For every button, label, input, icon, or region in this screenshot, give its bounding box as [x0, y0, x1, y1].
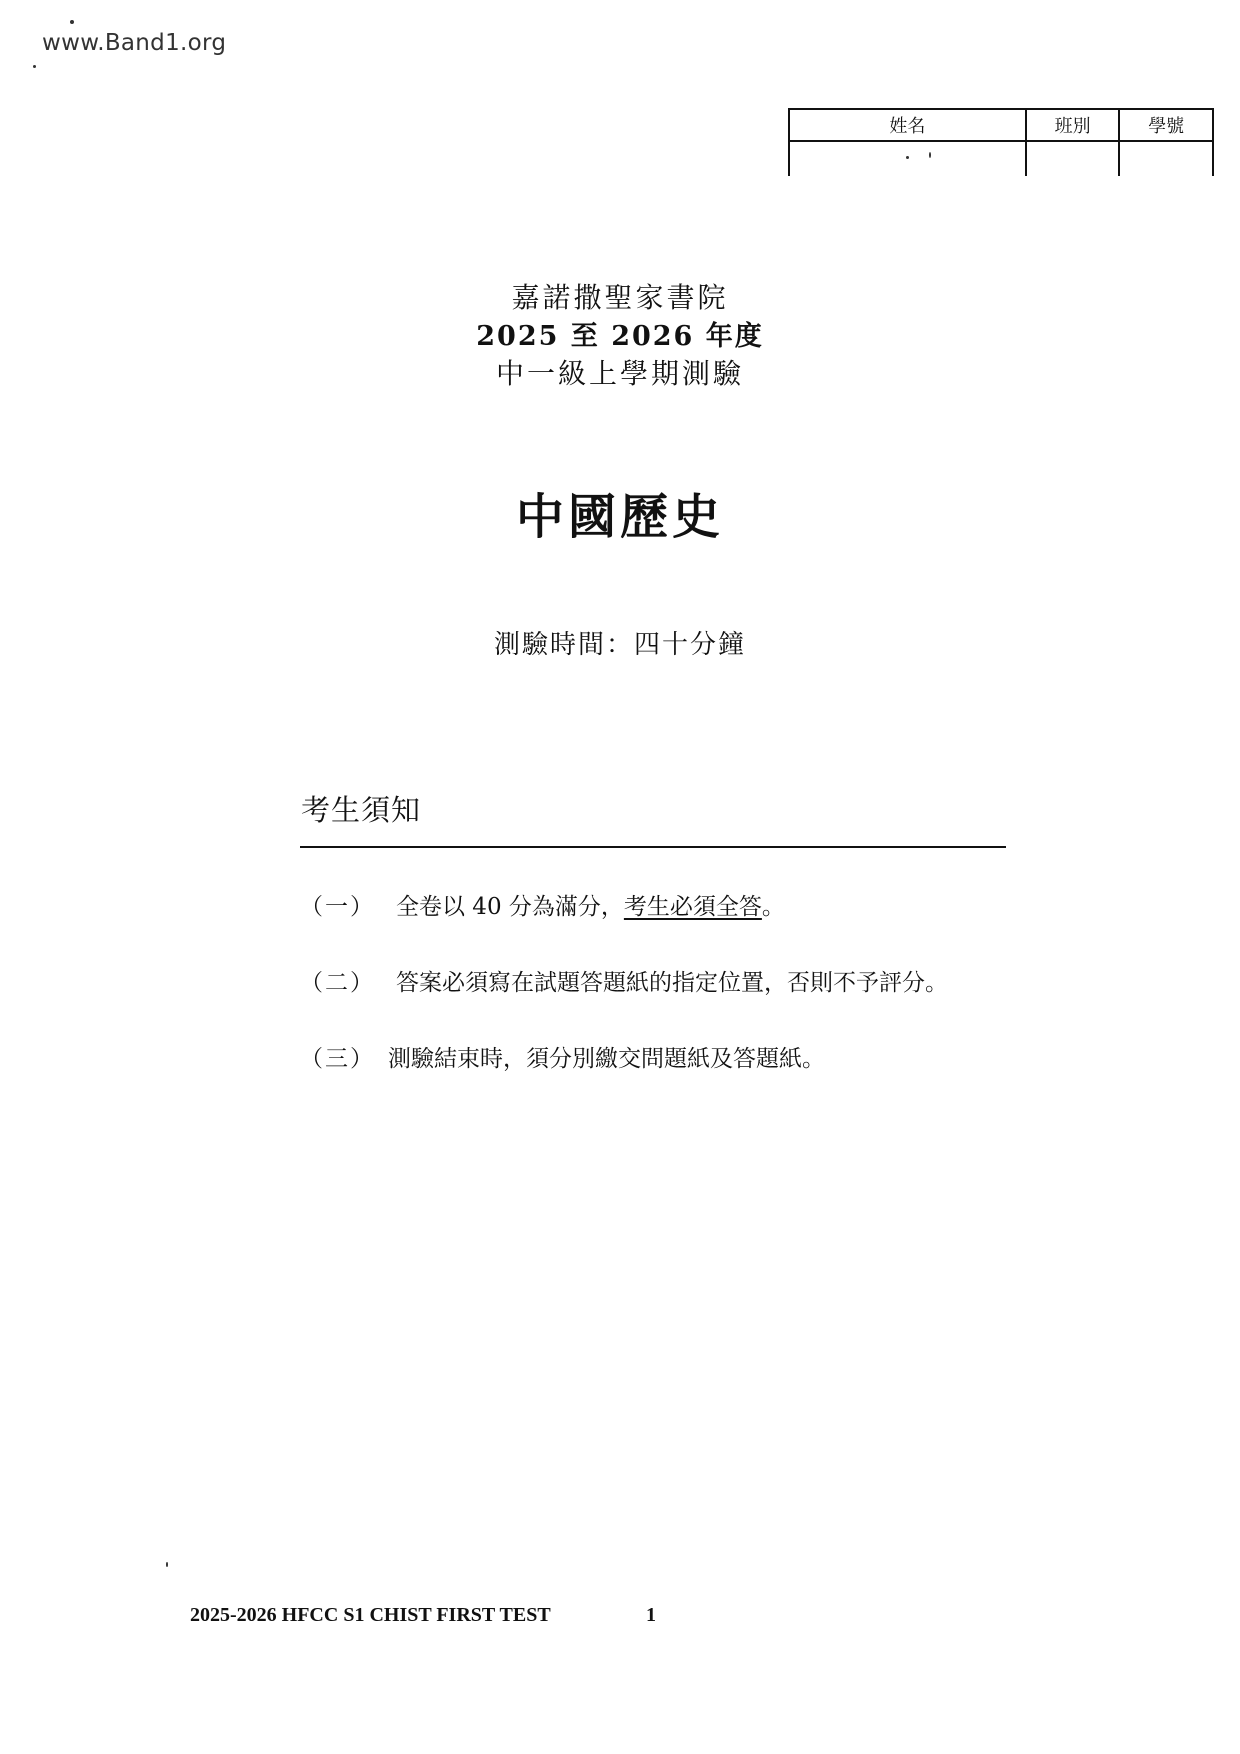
- notice-list: [300, 888, 948, 1116]
- name-header: 姓名: [789, 109, 1026, 141]
- notice-end: 。: [761, 894, 785, 920]
- notice-marker: （二）: [300, 970, 375, 996]
- scan-speck: [33, 65, 36, 68]
- page-number: 1: [646, 1604, 656, 1626]
- notice-marker: （三）: [300, 1046, 375, 1072]
- notice-emphasis: 考生必須全答: [623, 894, 762, 920]
- name-field[interactable]: [789, 141, 1026, 176]
- student-number-field[interactable]: [1119, 141, 1213, 176]
- notice-marker: （一）: [300, 894, 375, 920]
- class-header: 班別: [1026, 109, 1120, 141]
- class-field[interactable]: [1026, 141, 1120, 176]
- exam-title: 中一級上學期測驗: [495, 357, 744, 390]
- footer-paper-code: 2025-2026 HFCC S1 CHIST FIRST TEST: [190, 1604, 551, 1626]
- scan-speck: [166, 1562, 168, 1567]
- subject-title: 中國歷史: [515, 489, 724, 545]
- school-name: 嘉諾撒聖家書院: [511, 281, 729, 314]
- academic-year: 2025 至 2026 年度: [476, 321, 764, 352]
- notice-text: 答案必須寫在試題答題紙的指定位置，否則不予評分。: [396, 970, 948, 996]
- notice-divider: [300, 846, 1006, 848]
- notice-item: [300, 964, 948, 1040]
- notice-text: 全卷以 40 分為滿分，: [396, 894, 624, 920]
- notice-item: [300, 1040, 948, 1116]
- notice-text: 測驗結束時，須分別繳交問題紙及答題紙。: [388, 1046, 825, 1072]
- notice-item: [300, 888, 948, 964]
- student-info-table: [788, 108, 1214, 176]
- site-watermark: www.Band1.org: [42, 30, 227, 56]
- notice-title: 考生須知: [301, 793, 422, 827]
- exam-duration: 測驗時間：四十分鐘: [493, 630, 746, 660]
- scan-speck: [70, 20, 74, 24]
- student-number-header: 學號: [1119, 109, 1213, 141]
